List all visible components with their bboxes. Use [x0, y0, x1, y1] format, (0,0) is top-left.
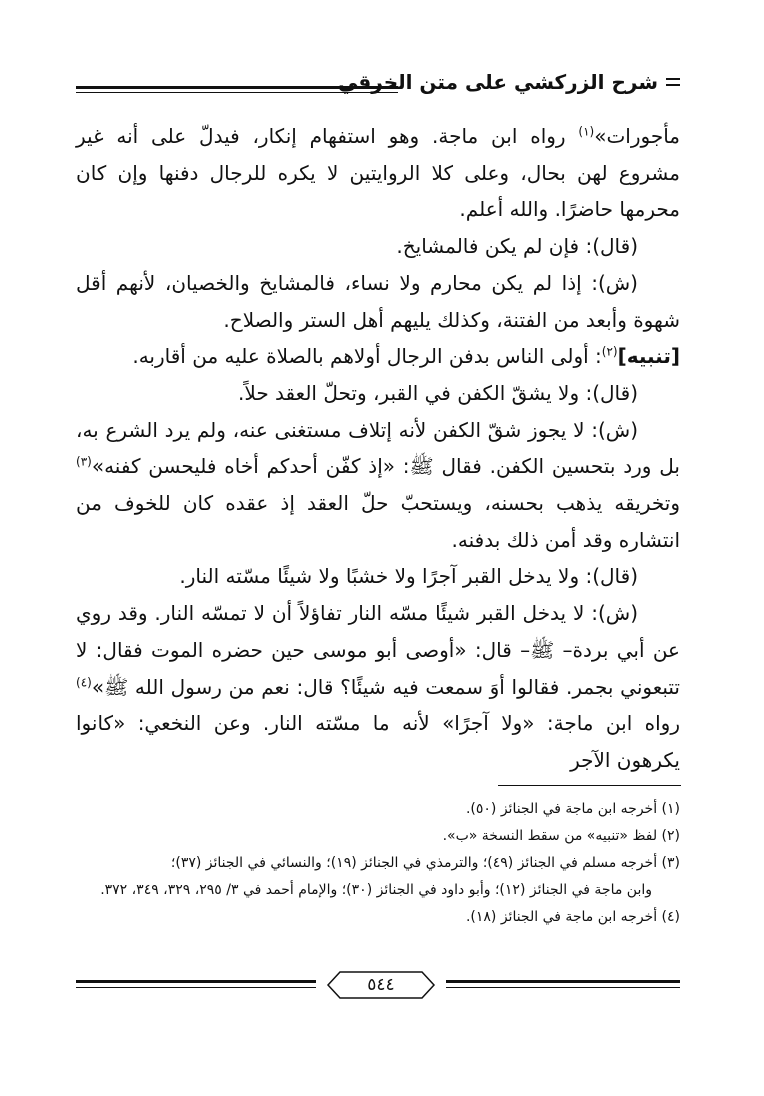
- footnote-ref-3: (٣): [76, 454, 92, 469]
- page-number: ٥٤٤: [367, 975, 395, 995]
- header-rule: [76, 86, 398, 93]
- book-title: شرح الزركشي على متن الخرقي: [337, 70, 658, 94]
- footnote-2: (٢) لفظ «تنبيه» من سقط النسخة «ب».: [442, 828, 680, 844]
- header-marker: [666, 78, 680, 86]
- page-footer: [76, 968, 680, 1008]
- paragraph-4: [76, 338, 680, 375]
- running-header: [76, 68, 680, 108]
- footnote-3-continued: وابن ماجة في الجنائز (١٢)؛ وأبو داود في الجنائز (٣٠)؛ والإمام أحمد في ٣/ ٢٩٥، ٣٢٩، ٣٤٩، ٣٧٢.: [100, 882, 652, 898]
- footnote-4: (٤) أخرجه ابن ماجة في الجنائز (١٨).: [465, 909, 680, 925]
- paragraph-3: (ش): إذا لم يكن محارم ولا نساء، فالمشايخ والخصيان، لأنهم أقل شهوة وأبعد من الفتنة، وكذلك يليهم أهل الستر والصلاح.: [76, 270, 680, 332]
- paragraph-1: [76, 118, 680, 228]
- footnote-separator: [498, 785, 681, 786]
- paragraph-8: [76, 595, 680, 779]
- page-number-frame: [326, 970, 436, 1000]
- paragraph-6-start: (ش): لا يجوز شقّ الكفن لأنه إتلاف مستغنى عنه، ولم يرد الشرع به، بل ورد بتحسين الكفن. فقال ﷺ: «إذ كفّن أحدكم أخاه فليحسن كفنه»: [76, 417, 680, 479]
- paragraph-8-start: (ش): لا يدخل القبر شيئًا مسّه النار تفاؤلاً أن لا تمسّه النار. وقد روي عن أبي بردة– ﷺ– قال: «أوصى أبو موسى حين حضره الموت فقال: لا تتبعوني بجمر. فقالوا أوَ سمعت فيه شيئًا؟ قال: نعم من رسول الله ﷺ»: [76, 601, 680, 699]
- main-text: [76, 118, 680, 779]
- paragraph-2: (قال): فإن لم يكن فالمشايخ.: [396, 234, 638, 259]
- paragraph-7: (قال): ولا يدخل القبر آجرًا ولا خشبًا ولا شيئًا مسّته النار.: [179, 564, 638, 589]
- paragraph-4-rest: : أولى الناس بدفن الرجال أولاهم بالصلاة عليه من أقاربه.: [132, 344, 602, 369]
- paragraph-6: [76, 412, 680, 559]
- footnote-ref-1: (١): [578, 124, 595, 139]
- paragraph-1-start: مأجورات»: [594, 124, 680, 148]
- paragraph-5: (قال): ولا يشقّ الكفن في القبر، وتحلّ العقد حلاً.: [238, 380, 638, 405]
- footnote-1: (١) أخرجه ابن ماجة في الجنائز (٥٠).: [465, 801, 680, 817]
- footer-rule-left: [76, 980, 316, 988]
- paragraph-1-rest: رواه ابن ماجة. وهو استفهام إنكار، فيدلّ على أنه غير مشروع لهن بحال، وعلى كلا الروايتين لا يكره للرجال دفنها وإن كان محرمها حاضرًا. والله أعلم.: [76, 124, 680, 222]
- tanbih-label: [تنبيه]: [617, 344, 680, 369]
- footnote-ref-4: (٤): [76, 674, 92, 689]
- footnote-ref-2: (٢): [601, 344, 618, 359]
- footnotes: [76, 796, 680, 931]
- paragraph-8-rest: رواه ابن ماجة: «ولا آجرًا» لأنه ما مسّته النار. وعن النخعي: «كانوا يكرهون الآجر: [76, 711, 680, 772]
- paragraph-6-rest: وتخريقه يذهب بحسنه، ويستحبّ حلّ العقد إذ عقده كان للخوف من انتشاره وقد أمن ذلك بدفنه.: [76, 491, 680, 552]
- footnote-3: (٣) أخرجه مسلم في الجنائز (٤٩)؛ والترمذي في الجنائز (١٩)؛ والنسائي في الجنائز (٣٧)؛: [170, 855, 680, 871]
- footer-rule-right: [446, 980, 680, 988]
